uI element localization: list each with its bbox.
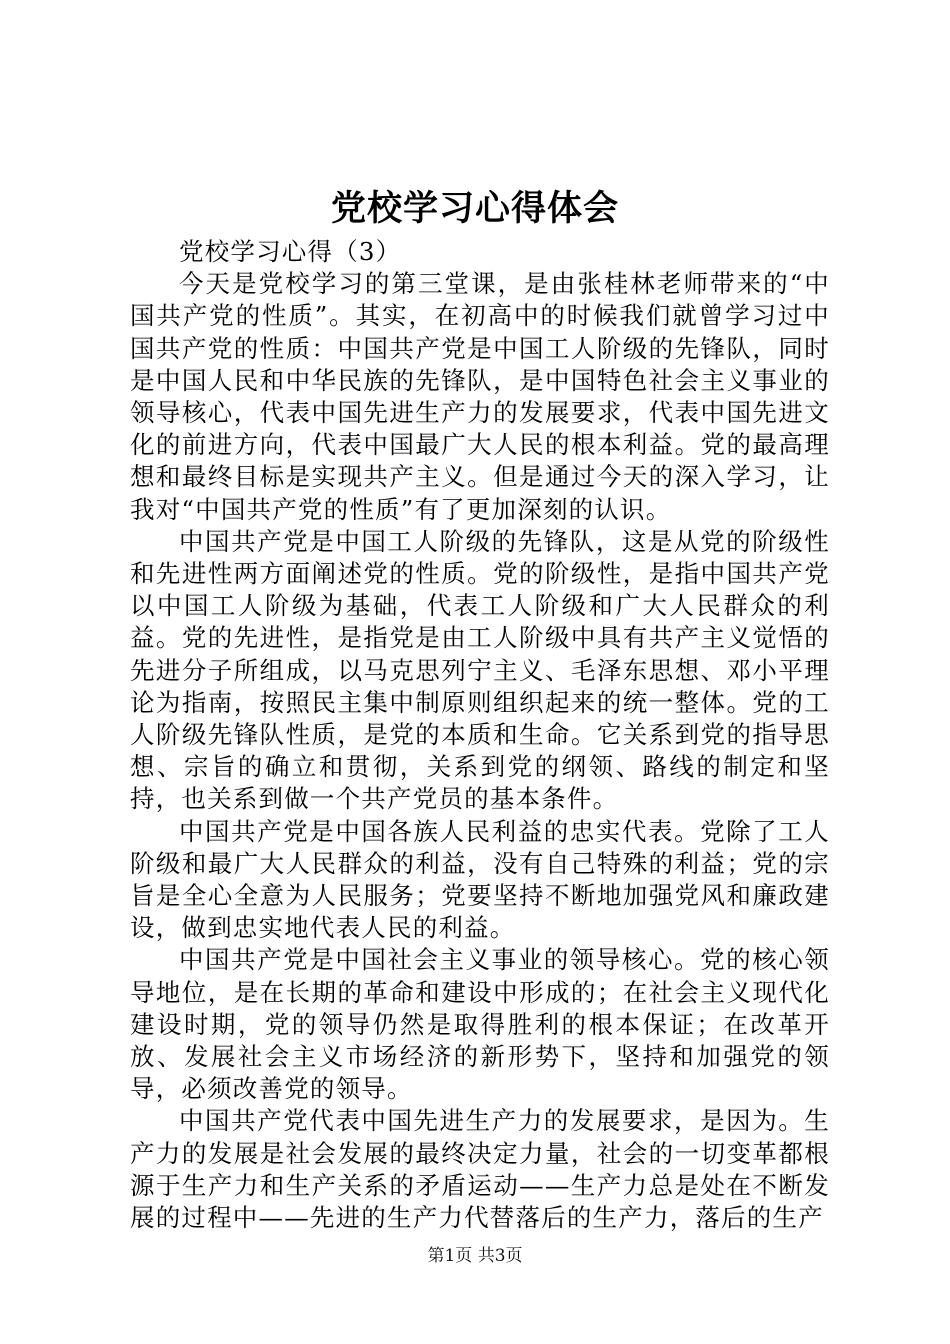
document-title: 党校学习心得体会 xyxy=(330,188,619,229)
paragraph: 中国共产党是中国工人阶级的先锋队，这是从党的阶级性和先进性两方面阐述党的性质。党的阶级性，是指中国共产党以中国工人阶级为基础，代表工人阶级和广大人民群众的利益。党的先进性，是指党是由工人阶级中具有共产主义觉悟的先进分子所组成，以马克思列宁主义、毛泽东思想、邓小平理论为指南，按照民主集中制原则组织起来的统一整体。党的工人阶级先锋队性质，是党的本质和生命。它关系到党的指导思想、宗旨的确立和贯彻，关系到党的纲领、路线的制定和坚持，也关系到做一个共产党员的基本条件。 xyxy=(130,526,830,814)
document-body xyxy=(130,236,830,1234)
paragraph: 中国共产党代表中国先进生产力的发展要求，是因为。生产力的发展是社会发展的最终决定力量，社会的一切变革都根源于生产力和生产关系的矛盾运动——生产力总是处在不断发展的过程中——先进的生产力代替落后的生产力，落后的生产 xyxy=(130,1106,830,1233)
paragraph: 今天是党校学习的第三堂课，是由张桂林老师带来的“中国共产党的性质”。其实，在初高中的时候我们就曾学习过中国共产党的性质：中国共产党是中国工人阶级的先锋队，同时是中国人民和中华民族的先锋队，是中国特色社会主义事业的领导核心，代表中国先进生产力的发展要求，代表中国先进文化的前进方向，代表中国最广大人民的根本利益。党的最高理想和最终目标是实现共产主义。但是通过今天的深入学习，让我对“中国共产党的性质”有了更加深刻的认识。 xyxy=(130,269,830,524)
page-number-footer: 第1页 共3页 xyxy=(427,1246,523,1266)
paragraph-subtitle: 党校学习心得（3） xyxy=(179,237,402,266)
paragraph: 中国共产党是中国各族人民利益的忠实代表。党除了工人阶级和最广大人民群众的利益，没有自己特殊的利益；党的宗旨是全心全意为人民服务；党要坚持不断地加强党风和廉政建设，做到忠实地代表人民的利益。 xyxy=(130,816,830,943)
paragraph: 中国共产党是中国社会主义事业的领导核心。党的核心领导地位，是在长期的革命和建设中形成的；在社会主义现代化建设时期，党的领导仍然是取得胜利的根本保证；在改革开放、发展社会主义市场经济的新形势下，坚持和加强党的领导，必须改善党的领导。 xyxy=(130,945,830,1104)
